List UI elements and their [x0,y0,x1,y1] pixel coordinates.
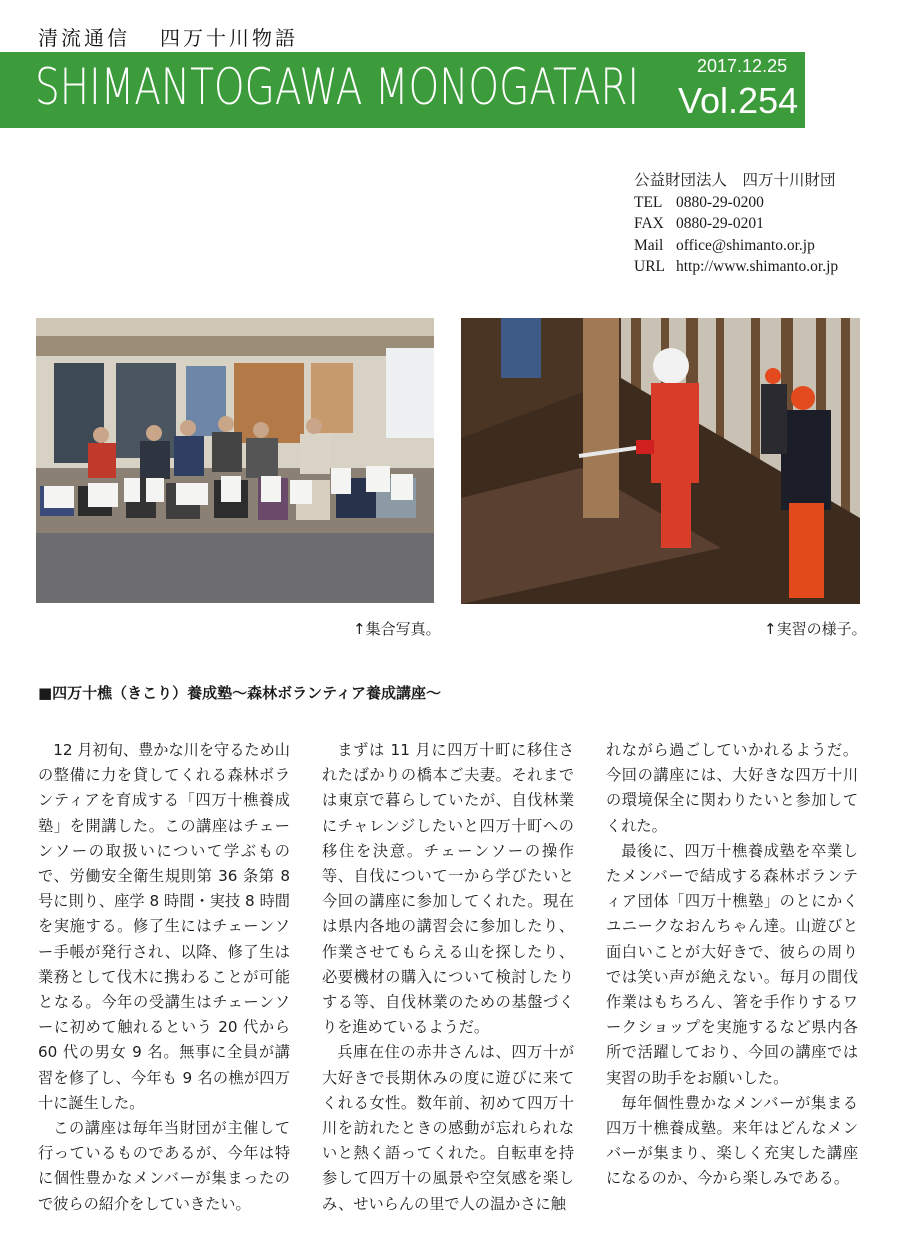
contact-mail: Mail office@shimanto.or.jp [634,236,815,254]
issue-volume: Vol.254 [678,80,799,121]
caption-practice-photo: ↑実習の様子。 [764,620,867,638]
contact-tel: TEL 0880-29-0200 [634,193,764,211]
contact-org: 公益財団法人 四万十川財団 [634,172,836,189]
banner-title: SHIMANTOGAWA MONOGATARI [35,58,640,116]
contact-block [634,170,838,278]
series-title-left: 清流通信 [38,26,130,50]
article-column-3 [606,738,858,1192]
caption-group-photo: ↑集合写真。 [353,620,441,638]
paragraph: 兵庫在住の赤井さんは、四万十が大好きで長期休みの度に遊びに来てくれる女性。数年前、初めて四万十川を訪れたときの感動が忘れられないと熱く語ってくれた。自転車を持参して四万十の風景や空気感を楽しみ、せいらんの里で人の温かさに触 [322,1043,574,1213]
contact-fax: FAX 0880-29-0201 [634,215,764,232]
series-title-right: 四万十川物語 [160,26,298,50]
practice-photo [461,318,860,604]
article-column-2 [322,738,574,1217]
paragraph: 毎年個性豊かなメンバーが集まる四万十樵養成塾。来年はどんなメンバーが集まり、楽しく充実した講座になるのか、今から楽しみである。 [606,1093,858,1188]
issue-date: 2017.12.25 [697,56,788,76]
paragraph: 最後に、四万十樵養成塾を卒業したメンバーで結成する森林ボランティア団体「四万十樵塾」のとにかくユニークなおんちゃん達。山遊びと面白いことが大好きで、彼らの周りでは笑い声が絶えない。毎月の間伐作業はもちろん、箸を手作りするワークショップを実施するなど県内各所で活躍しており、今回の講座では実習の助手をお願いした。 [606,841,858,1087]
paragraph: 12 月初旬、豊かな川を守るため山の整備に力を貸してくれる森林ボランティアを育成する「四万十樵養成塾」を開講した。この講座はチェーンソーの取扱いについて学ぶもので、労働安全衛生規則第 36 条第 8 号に則り、座学 8 時間・実技 8 時間を実施する。修了生にはチェーンソー手帳が発行され、以降、修了生は業務として伐木に携わることが可能となる。今年の受講生はチェーンソーに初めて触れるという 20 代から 60 代の男女 9 名。無事に全員が講習を修了し、今年も 9 名の樵が四万十に誕生した。 [38,741,290,1112]
paragraph: れながら過ごしていかれるようだ。今回の講座には、大好きな四万十川の環境保全に関わりたいと参加してくれた。 [606,741,858,835]
paragraph: この講座は毎年当財団が主催して行っているものであるが、今年は特に個性豊かなメンバーが集まったので彼らの紹介をしていきたい。 [38,1119,290,1213]
paragraph: まずは 11 月に四万十町に移住されたばかりの橋本ご夫妻。それまでは東京で暮らしていたが、自伐林業にチャレンジしたいと四万十町への移住を決意。チェーンソーの操作等、自伐について一から学びたいと今回の講座に参加してくれた。現在は県内各地の講習会に参加したり、作業させてもらえる山を探したり、必要機材の購入について検討したりする等、自伐林業のための基盤づくりを進めているようだ。 [322,741,574,1037]
article-heading: ■四万十樵（きこり）養成塾～森林ボランティア養成講座～ [38,684,441,702]
group-photo [36,318,434,603]
series-title [38,22,328,51]
contact-url: URL http://www.shimanto.or.jp [634,258,839,275]
article-column-1 [38,738,290,1217]
